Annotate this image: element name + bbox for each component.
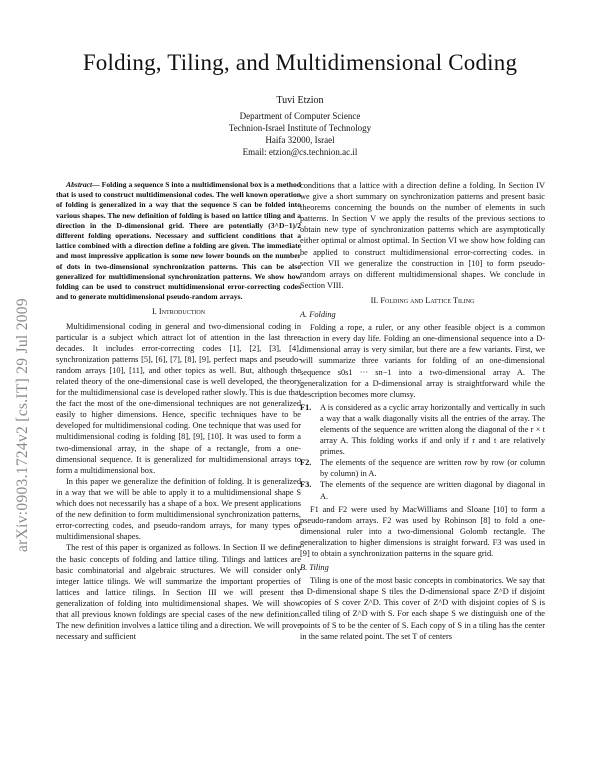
- folding-paragraph-1: Folding a rope, a ruler, or any other feasible object is a common action in every day life. Folding an one-dimensional sequence into a D-dimensional array is very similar, but there are a few variants. First, we will summarize three variants for folding of an one-dimensional sequence s0s1 ··· sn−1 into a two-dimensional array A. The generalization for a D-dimensional array is straightforward while the description becomes more clumsy.: [300, 323, 545, 399]
- folding-variant-f3: [300, 479, 545, 501]
- folding-paragraph-2: F1 and F2 were used by MacWilliams and Sloane [10] to form a pseudo-random arrays. F2 was used by Robinson [8] to fold a one-dimensional ruler into a two-dimensional Golomb rectangle. The generalization to higher dimensions is straight forward. F3 was used in [9] to obtain a synchronization patterns in the square grid.: [300, 504, 545, 558]
- paper-title: Folding, Tiling, and Multidimensional Coding: [82, 50, 518, 75]
- subsection-heading-tiling: B. Tiling: [300, 563, 329, 573]
- section-heading-introduction: I. Introduction: [151, 307, 206, 317]
- affiliation-email: Email: etzion@cs.technion.ac.il: [242, 147, 358, 157]
- tiling-paragraph-1: Tiling is one of the most basic concepts in combinatorics. We say that a D-dimensional shape S tiles the D-dimensional space Z^D if disjoint copies of S cover Z^D. This cover of Z^D with disjoint copies of S is called tiling of Z^D with S. For each shape S we distinguish one of the points of S to be the center of S. Each copy of S in a tiling has the center in the same related point. The set T of centers: [300, 576, 545, 641]
- section-heading-folding-tiling: II. Folding and Lattice Tiling: [370, 295, 475, 305]
- variant-label: F3.: [300, 480, 312, 490]
- abstract: [56, 180, 301, 302]
- affiliation: [0, 110, 600, 158]
- variant-text: The elements of the sequence are written row by row (or column by column) in A.: [320, 458, 545, 479]
- left-column: [56, 180, 301, 642]
- intro-paragraph-2: In this paper we generalize the definition of folding. It is generalized in a way that we will be able to apply it to a multidimensional shape S which does not necessarily has a shape of a box. We present applications of the new definition to form multidimensional synchronization patterns, error-correcting codes, and pseudo-random arrays, for many types of multidimensional shapes.: [56, 476, 301, 542]
- intro-paragraph-1: Multidimensional coding in general and two-dimensional coding in particular is a subject which attract lot of attention in the last three decades. It includes error-correcting codes [1], [2], [3], [4], synchronization patterns [5], [6], [7], [8], [9], perfect maps and pseudo-random arrays [10], [11], and other topics as well. But, although the related theory of the one-dimensional case is well developed, the theory for the multidimensional case is developed rather slowly. This is due that the fact the most of the one-dimensional techniques are not generalized easily to higher dimensions. Hence, specific techniques have to be developed for multidimensional coding. One technique that was used for multidimensional coding is folding [8], [9], [10]. It was used to form a two-dimensional array, in the shape of a rectangle, from a one-dimensional sequence. It is generalized for multidimensional arrays to form a multidimensional box.: [56, 321, 301, 475]
- variant-text: A is considered as a cyclic array horizontally and vertically in such a way that a walk diagonally visits all the entries of the array. The elements of the sequence are written along the diagonal of the r × t array A. This folding works if and only if r and t are relatively primes.: [320, 402, 545, 457]
- folding-variant-f2: [300, 457, 545, 479]
- abstract-text: — Folding a sequence S into a multidimensional box is a method that is used to construct multidimensional codes. The well known operation of folding is generalized in a way that the sequence S can be folded into various shapes. The new definition of folding is based on lattice tiling and a direction in the D-dimensional grid. There are potentially (3^D−1)/2 different folding operations. Necessary and sufficient conditions that a lattice combined with a direction define a folding are given. The immediate and most impressive application is some new lower bounds on the number of dots in two-dimensional synchronization patterns. This can be also generalized for multidimensional synchronization patterns. We show how folding can be used to construct multidimensional error-correcting codes and to generate multidimensional pseudo-random arrays.: [56, 180, 301, 302]
- subsection-heading-folding: A. Folding: [300, 310, 336, 320]
- folding-variant-f1: [300, 402, 545, 457]
- affiliation-line: Haifa 32000, Israel: [265, 135, 335, 145]
- author-name: Tuvi Etzion: [276, 95, 324, 106]
- right-column: [300, 180, 545, 642]
- variant-label: F2.: [300, 458, 312, 468]
- affiliation-line: Department of Computer Science: [239, 111, 361, 121]
- affiliation-line: Technion-Israel Institute of Technology: [228, 123, 372, 133]
- abstract-label: Abstract: [66, 180, 93, 189]
- intro-paragraph-continued: conditions that a lattice with a direction define a folding. In Section IV we give a short summary on synchronization patterns and present basic theorems concerning the bounds on the number of elements in such patterns. In Section V we apply the results of the previous sections to obtain new type of synchronization patterns which are asymptotically either optimal or almost optimal. In Section VI we show how folding can be applied to construct multidimensional error-correcting codes. in section VII we generalize the construction in [10] to form pseudo-random arrays on different multidimensional shapes. We conclude in Section VIII.: [300, 181, 545, 290]
- intro-paragraph-3: The rest of this paper is organized as follows. In Section II we define the basic concepts of folding and lattice tiling. Tilings and lattices are basic combinatorial and algebraic structures. We will consider only integer lattice tilings. We will summarize the important properties of lattices and lattice tilings. In Section III we will present the generalization of folding into multidimensional shapes. We will show that all previous known foldings are special cases of the new definition. The new definition involves a lattice tiling and a direction. We will prove necessary and sufficient: [56, 543, 301, 642]
- arxiv-stamp: arXiv:0903.1724v2 [cs.IT] 29 Jul 2009: [14, 298, 31, 552]
- variant-label: F1.: [300, 402, 312, 412]
- variant-text: The elements of the sequence are written diagonal by diagonal in A.: [320, 480, 545, 501]
